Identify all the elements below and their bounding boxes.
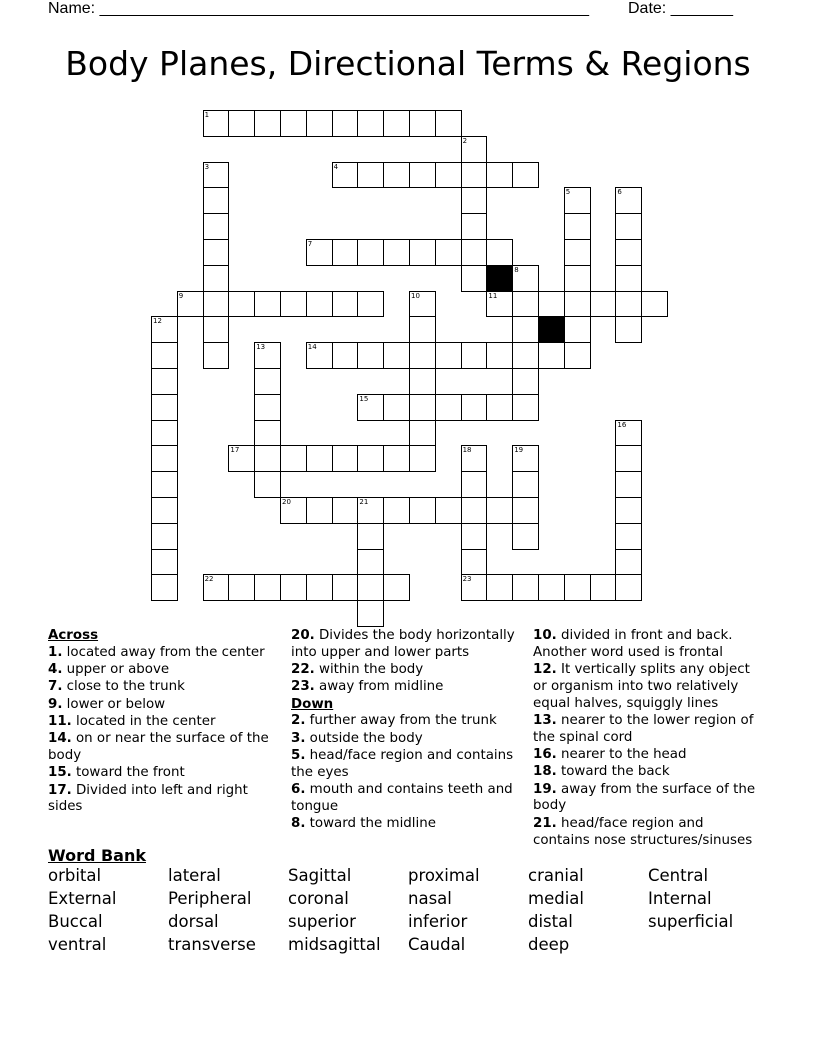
crossword-cell[interactable] (383, 445, 410, 472)
crossword-cell[interactable] (254, 394, 281, 421)
crossword-cell[interactable] (615, 497, 642, 524)
crossword-cell[interactable] (461, 471, 488, 498)
clue-text: further away from the trunk (305, 713, 497, 729)
crossword-cell[interactable] (151, 471, 178, 498)
crossword-cell[interactable] (461, 162, 488, 189)
clue-number: 12 (153, 317, 162, 326)
crossword-cell[interactable] (564, 187, 591, 214)
crossword-cell[interactable] (486, 574, 513, 601)
crossword-cell[interactable] (538, 342, 565, 369)
clue-number: 18 (462, 446, 472, 455)
crossword-cell[interactable] (254, 110, 281, 137)
crossword-cell[interactable] (486, 394, 513, 421)
crossword-cell[interactable] (254, 574, 281, 601)
clue-text: close to the trunk (62, 679, 185, 695)
crossword-cell[interactable] (615, 187, 642, 214)
clue (533, 747, 763, 764)
word-bank-title: Word Bank (48, 846, 147, 865)
crossword-cell[interactable] (615, 471, 642, 498)
crossword-cell[interactable] (332, 110, 359, 137)
crossword-cell[interactable] (203, 574, 230, 601)
clue-text: outside the body (305, 730, 423, 746)
crossword-cell[interactable] (332, 239, 359, 266)
crossword-cell[interactable] (203, 342, 230, 369)
crossword-cell[interactable] (409, 368, 436, 395)
crossword-cell[interactable] (512, 368, 539, 395)
clue-number: 7 (307, 240, 313, 248)
clue-column-2 (291, 628, 521, 834)
crossword-cell[interactable] (615, 445, 642, 472)
crossword-cell[interactable] (564, 239, 591, 266)
crossword-cell[interactable] (254, 420, 281, 447)
word-bank-item: dorsal (168, 912, 219, 931)
crossword-cell[interactable] (383, 162, 410, 189)
crossword-cell[interactable] (280, 445, 307, 472)
clue (533, 782, 763, 816)
crossword-cell[interactable] (512, 471, 539, 498)
clue (291, 731, 521, 748)
word-bank-item: ventral (48, 935, 107, 954)
word-bank-item: Central (648, 866, 709, 885)
crossword-cell[interactable] (435, 110, 462, 137)
crossword-cell[interactable] (203, 265, 230, 292)
crossword-cell[interactable] (512, 445, 539, 472)
clue (533, 628, 763, 662)
clue-number: 20 (282, 498, 291, 506)
clue (48, 679, 280, 696)
clue-column-3 (533, 628, 763, 850)
crossword-cell[interactable] (435, 342, 462, 369)
clue-number: 11. (48, 713, 72, 729)
crossword-cell[interactable] (461, 342, 488, 369)
crossword-cell[interactable] (512, 342, 539, 369)
clue-text: toward the front (71, 765, 185, 781)
clue (533, 764, 763, 781)
clue-number: 21. (533, 815, 557, 831)
clue-text: Divides the body horizontally into upper and lower parts (291, 628, 515, 660)
clue-number: 17. (48, 782, 72, 798)
word-bank-item: Internal (648, 889, 712, 908)
crossword-cell[interactable] (512, 497, 539, 524)
crossword-cell[interactable] (332, 291, 359, 318)
clue-number: 9. (48, 696, 63, 712)
clue-column-1 (48, 628, 280, 817)
crossword-cell[interactable] (151, 549, 178, 576)
word-bank-item: lateral (168, 866, 221, 885)
clue (291, 816, 521, 833)
clue-number: 14. (48, 731, 72, 747)
clue-text: away from the surface of the body (533, 781, 756, 814)
crossword-cell[interactable] (383, 394, 410, 421)
crossword-cell[interactable] (486, 291, 513, 318)
word-bank-item: distal (528, 912, 573, 931)
clue-number: 10 (411, 291, 420, 300)
clue (48, 697, 280, 714)
crossword-cell[interactable] (461, 394, 488, 421)
clue-number: 18. (533, 764, 557, 780)
crossword-cell[interactable] (306, 239, 333, 266)
clue-number: 19 (514, 446, 524, 455)
clue-text: Divided into left and right sides (48, 782, 248, 815)
clue-number: 8 (514, 265, 519, 274)
word-bank-item: superior (288, 912, 356, 931)
clue-number: 5 (565, 188, 571, 197)
clue-text: lower or below (62, 696, 166, 712)
clue-number: 6 (617, 188, 622, 197)
crossword-cell[interactable] (409, 316, 436, 343)
crossword-cell[interactable] (564, 213, 591, 240)
crossword-cell[interactable] (151, 316, 178, 343)
clue-text: head/face region and contains nose structures/sinuses (533, 815, 753, 848)
crossword-cell[interactable] (538, 291, 565, 318)
crossword-cell[interactable] (615, 420, 642, 447)
crossword-cell[interactable] (641, 291, 668, 318)
crossword-cell[interactable] (615, 316, 642, 343)
crossword-cell[interactable] (409, 239, 436, 266)
crossword-cell[interactable] (564, 342, 591, 369)
clue-number: 14 (307, 343, 317, 352)
clue-number: 2. (291, 713, 306, 729)
clue (48, 783, 280, 817)
crossword-cell[interactable] (564, 316, 591, 343)
crossword-cell[interactable] (228, 110, 255, 137)
clue-number: 1 (204, 111, 210, 119)
clue-number: 13. (533, 712, 557, 728)
crossword-cell[interactable] (280, 291, 307, 318)
date-line: Date: _______ (628, 0, 733, 17)
crossword-cell[interactable] (357, 291, 384, 318)
crossword-cell[interactable] (357, 162, 384, 189)
crossword-cell[interactable] (332, 342, 359, 369)
clue-text: toward the midline (305, 816, 436, 832)
crossword-cell[interactable] (357, 549, 384, 576)
word-bank-item: medial (528, 889, 584, 908)
word-bank-item: deep (528, 935, 570, 954)
clue-number: 17 (230, 446, 240, 455)
clue-number: 22. (291, 662, 315, 678)
crossword-cell[interactable] (409, 110, 436, 137)
crossword-cell[interactable] (357, 574, 384, 601)
crossword-cell[interactable] (486, 162, 513, 189)
crossword-cell[interactable] (409, 291, 436, 318)
crossword-cell[interactable] (538, 574, 565, 601)
crossword-cell[interactable] (409, 420, 436, 447)
clue-number: 21 (359, 498, 369, 506)
crossword-cell[interactable] (228, 574, 255, 601)
word-bank-item: External (48, 889, 117, 908)
crossword-cell[interactable] (409, 162, 436, 189)
crossword-cell[interactable] (151, 394, 178, 421)
clue-text: nearer to the lower region of the spinal cord (533, 712, 754, 745)
word-bank-item: inferior (408, 912, 468, 931)
crossword-cell[interactable] (486, 497, 513, 524)
crossword-cell[interactable] (306, 574, 333, 601)
word-bank-item: Peripheral (168, 889, 252, 908)
crossword-cell[interactable] (203, 110, 230, 137)
word-bank-item: Caudal (408, 935, 466, 954)
crossword-cell[interactable] (332, 574, 359, 601)
clue (48, 765, 280, 782)
crossword-cell[interactable] (383, 342, 410, 369)
clue (48, 645, 280, 662)
crossword-cell[interactable] (357, 110, 384, 137)
crossword-cell[interactable] (254, 471, 281, 498)
crossword-cell[interactable] (409, 342, 436, 369)
crossword-cell[interactable] (409, 497, 436, 524)
clue-text: located in the center (71, 713, 216, 729)
crossword-cell[interactable] (461, 445, 488, 472)
crossword-cell[interactable] (383, 497, 410, 524)
clue (48, 731, 280, 765)
word-bank (48, 866, 788, 958)
crossword-cell[interactable] (461, 549, 488, 576)
crossword-cell[interactable] (306, 342, 333, 369)
crossword-cell[interactable] (486, 342, 513, 369)
crossword-cell[interactable] (512, 291, 539, 318)
crossword-cell[interactable] (203, 239, 230, 266)
crossword-cell[interactable] (151, 342, 178, 369)
clue (291, 679, 521, 696)
clue (533, 713, 763, 747)
crossword-cell[interactable] (357, 600, 384, 627)
crossword-cell[interactable] (280, 574, 307, 601)
crossword-cell[interactable] (254, 445, 281, 472)
clue-text: toward the back (556, 764, 670, 780)
crossword-cell[interactable] (151, 420, 178, 447)
crossword-cell[interactable] (332, 445, 359, 472)
crossword-cell[interactable] (512, 574, 539, 601)
word-bank-item: Buccal (48, 912, 103, 931)
clue (291, 713, 521, 730)
clue-number: 10. (533, 628, 557, 643)
clue-text: divided in front and back. Another word used is frontal (533, 628, 733, 660)
clue-number: 8. (291, 816, 306, 832)
crossword-cell[interactable] (280, 497, 307, 524)
clue-text: upper or above (62, 662, 170, 678)
crossword-cell[interactable] (306, 110, 333, 137)
crossword-cell[interactable] (486, 239, 513, 266)
crossword-cell[interactable] (383, 574, 410, 601)
crossword-cell[interactable] (615, 523, 642, 550)
clue (533, 662, 763, 712)
crossword-cell[interactable] (203, 316, 230, 343)
clue-section-heading: Across (48, 628, 99, 643)
crossword-cell[interactable] (280, 110, 307, 137)
clue-number: 11 (488, 291, 498, 300)
clue-number: 1. (48, 644, 63, 660)
crossword-cell[interactable] (306, 445, 333, 472)
crossword-cell[interactable] (590, 574, 617, 601)
crossword-cell[interactable] (564, 265, 591, 292)
clue-number: 15 (359, 394, 369, 403)
crossword-cell[interactable] (151, 523, 178, 550)
clue (291, 748, 521, 782)
clue-number: 2 (462, 136, 468, 145)
clue-number: 13 (256, 343, 266, 352)
crossword-cell[interactable] (357, 342, 384, 369)
word-bank-item: proximal (408, 866, 480, 885)
crossword-cell[interactable] (564, 574, 591, 601)
clue-number: 16. (533, 747, 557, 763)
crossword-cell[interactable] (461, 497, 488, 524)
crossword-cell[interactable] (435, 497, 462, 524)
crossword-cell[interactable] (254, 342, 281, 369)
clue-number: 9 (178, 291, 184, 300)
clue-number: 7. (48, 679, 63, 695)
crossword-cell[interactable] (512, 523, 539, 550)
clue-number: 23 (462, 575, 472, 584)
page-title: Body Planes, Directional Terms & Regions (65, 44, 751, 83)
word-bank-item: midsagittal (288, 935, 381, 954)
name-line: Name: _______________________________________________________ (48, 0, 589, 17)
crossword-cell[interactable] (590, 291, 617, 318)
clue-number: 22 (204, 575, 214, 584)
clue (48, 662, 280, 679)
clue-text: away from midline (314, 679, 444, 695)
crossword-cell[interactable] (151, 368, 178, 395)
clue-number: 3. (291, 730, 306, 746)
crossword-cell[interactable] (357, 394, 384, 421)
clue-number: 15. (48, 765, 72, 781)
clue-number: 5. (291, 748, 306, 764)
crossword-cell[interactable] (512, 162, 539, 189)
crossword-cell[interactable] (151, 497, 178, 524)
clue-number: 4. (48, 662, 63, 678)
crossword-cell[interactable] (151, 445, 178, 472)
crossword-cell[interactable] (306, 291, 333, 318)
crossword-cell[interactable] (461, 265, 488, 292)
crossword-cell[interactable] (228, 445, 255, 472)
crossword-cell[interactable] (151, 574, 178, 601)
clue (291, 628, 521, 662)
word-bank-item: cranial (528, 866, 584, 885)
crossword-cell[interactable] (203, 187, 230, 214)
crossword-cell[interactable] (615, 291, 642, 318)
crossword-cell[interactable] (615, 574, 642, 601)
word-bank-item: Sagittal (288, 866, 352, 885)
crossword-cell[interactable] (357, 497, 384, 524)
clue-number: 3 (204, 162, 210, 171)
crossword-cell[interactable] (461, 187, 488, 214)
word-bank-item: coronal (288, 889, 349, 908)
crossword-cell[interactable] (203, 291, 230, 318)
clue-number: 20. (291, 628, 315, 643)
crossword-cell[interactable] (409, 394, 436, 421)
clue-section-heading: Down (291, 696, 334, 712)
crossword-cell[interactable] (461, 523, 488, 550)
clue-number: 4 (333, 162, 339, 171)
crossword-cell[interactable] (564, 291, 591, 318)
clue (291, 782, 521, 816)
crossword-cell[interactable] (512, 316, 539, 343)
crossword-cell[interactable] (512, 265, 539, 292)
crossword-cell[interactable] (435, 162, 462, 189)
crossword-cell[interactable] (461, 574, 488, 601)
crossword-cell[interactable] (615, 265, 642, 292)
clue-text: located away from the center (62, 644, 265, 660)
crossword-cell[interactable] (357, 445, 384, 472)
crossword-cell[interactable] (435, 394, 462, 421)
word-bank-item: transverse (168, 935, 256, 954)
crossword-cell[interactable] (409, 445, 436, 472)
crossword-cell[interactable] (203, 213, 230, 240)
clue (533, 816, 763, 850)
crossword-cell[interactable] (332, 497, 359, 524)
crossword-cell[interactable] (615, 213, 642, 240)
crossword-cell[interactable] (254, 368, 281, 395)
word-bank-item: nasal (408, 889, 452, 908)
clue-text: It vertically splits any object or organism into two relatively equal halves, squiggly lines (533, 662, 750, 711)
crossword-cell[interactable] (615, 239, 642, 266)
crossword-cell[interactable] (203, 162, 230, 189)
crossword-cell[interactable] (306, 497, 333, 524)
clue-text: on or near the surface of the body (48, 731, 269, 764)
clue-text: head/face region and contains the eyes (291, 748, 514, 780)
clue (48, 714, 280, 731)
crossword-cell[interactable] (228, 291, 255, 318)
clue (291, 662, 521, 679)
crossword-cell[interactable] (461, 239, 488, 266)
crossword-cell[interactable] (383, 110, 410, 137)
crossword-cell[interactable] (461, 213, 488, 240)
clue-number: 23. (291, 679, 315, 695)
crossword-cell[interactable] (254, 291, 281, 318)
crossword-cell[interactable] (435, 239, 462, 266)
crossword-cell[interactable] (357, 523, 384, 550)
clue-text: mouth and contains teeth and tongue (291, 782, 513, 814)
word-bank-item: orbital (48, 866, 102, 885)
crossword-cell[interactable] (615, 549, 642, 576)
clue-number: 16 (617, 420, 627, 429)
crossword-cell[interactable] (332, 162, 359, 189)
word-bank-item: superficial (648, 912, 734, 931)
crossword-cell[interactable] (357, 239, 384, 266)
clue-text: nearer to the head (556, 747, 687, 763)
clue-number: 12. (533, 662, 557, 678)
crossword-block-cell (538, 316, 565, 343)
crossword-cell[interactable] (177, 291, 204, 318)
crossword-cell[interactable] (383, 239, 410, 266)
clue-text: within the body (314, 662, 424, 678)
crossword-cell[interactable] (512, 394, 539, 421)
crossword-block-cell (486, 265, 513, 292)
clue-number: 6. (291, 782, 306, 798)
clue-number: 19. (533, 781, 557, 797)
crossword-cell[interactable] (461, 136, 488, 163)
